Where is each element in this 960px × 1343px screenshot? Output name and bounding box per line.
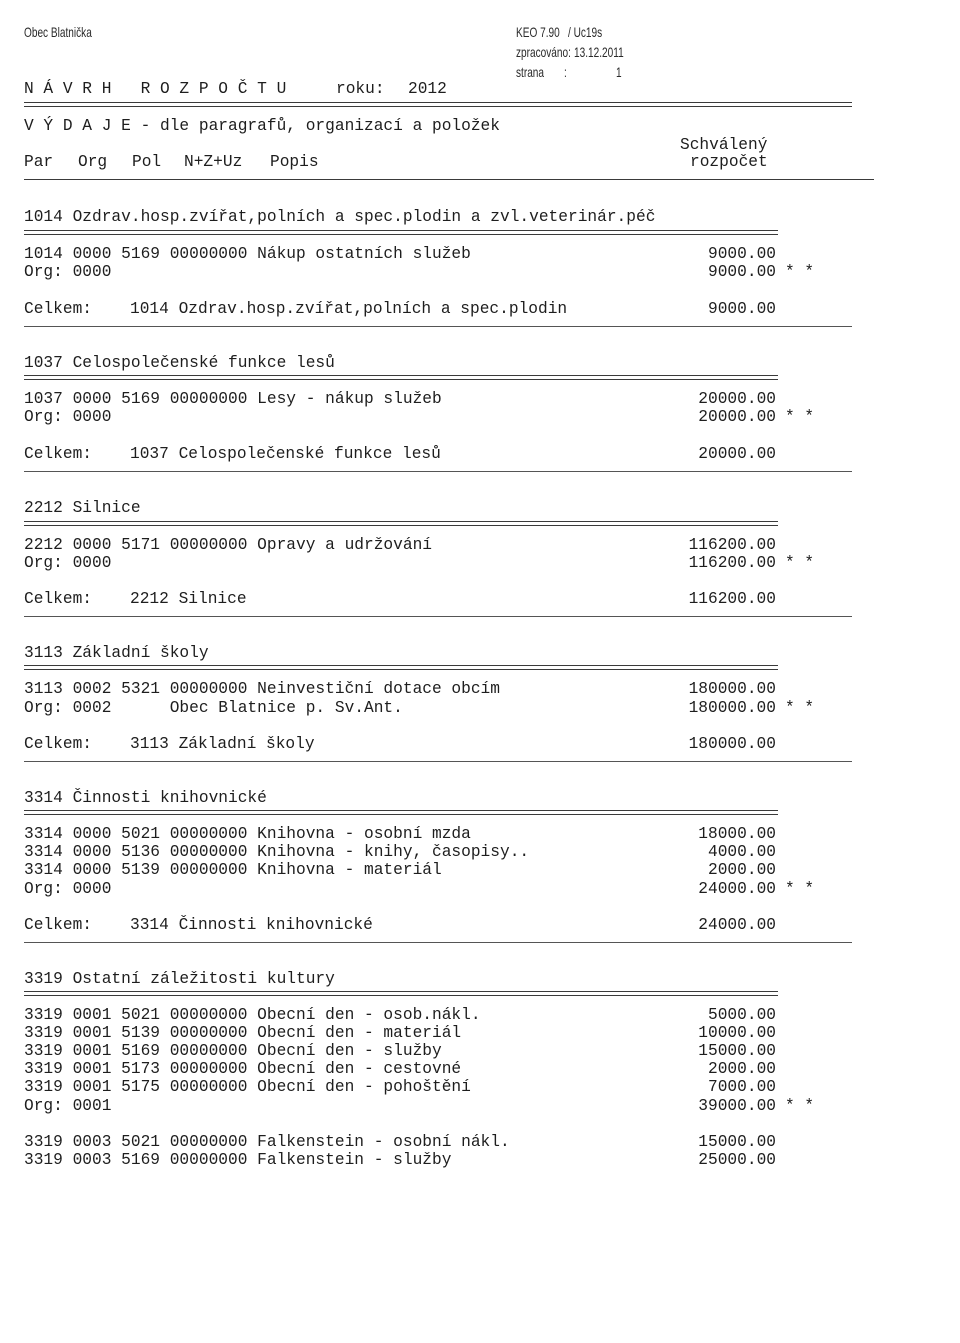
section-heading-rule	[24, 810, 778, 815]
subtotal-stars: * *	[785, 408, 815, 426]
org-subtotal-amount: 39000.00	[698, 1097, 776, 1115]
row-amount: 15000.00	[698, 1042, 776, 1060]
section-heading-rule	[24, 375, 778, 380]
subtotal-stars: * *	[785, 880, 815, 898]
org-subtotal-amount: 24000.00	[698, 880, 776, 898]
column-header-nzuz: N+Z+Uz	[184, 153, 243, 171]
subtotal-stars: * *	[785, 699, 815, 717]
budget-row: 2212 0000 5171 00000000 Opravy a udržování	[24, 536, 432, 554]
section-heading: 2212 Silnice	[24, 499, 141, 517]
approved-header-2: rozpočet	[690, 153, 768, 171]
report-subtitle: V Ý D A J E - dle paragrafů, organizací a položek	[24, 117, 500, 135]
org-subtotal-row: Org: 0000	[24, 408, 112, 426]
row-amount: 180000.00	[688, 680, 776, 698]
section-total-label: Celkem:	[24, 916, 92, 934]
row-amount: 116200.00	[688, 536, 776, 554]
row-amount: 9000.00	[708, 245, 776, 263]
budget-row: 1014 0000 5169 00000000 Nákup ostatních služeb	[24, 245, 471, 263]
section-end-rule	[24, 616, 852, 617]
budget-row: 3314 0000 5021 00000000 Knihovna - osobní mzda	[24, 825, 471, 843]
budget-row: 3319 0003 5021 00000000 Falkenstein - osobní nákl.	[24, 1133, 510, 1151]
subtotal-stars: * *	[785, 1097, 815, 1115]
processed-label: zpracováno:	[516, 44, 571, 60]
section-end-rule	[24, 761, 852, 762]
org-subtotal-row: Org: 0000	[24, 880, 112, 898]
section-total-label: Celkem:	[24, 735, 92, 753]
section-total-label: Celkem:	[24, 445, 92, 463]
section-heading: 3113 Základní školy	[24, 644, 209, 662]
section-total-amount: 24000.00	[698, 916, 776, 934]
budget-row: 1037 0000 5169 00000000 Lesy - nákup služeb	[24, 390, 442, 408]
budget-row: 3319 0003 5169 00000000 Falkenstein - služby	[24, 1151, 452, 1169]
org-name-text: Obec Blatnička	[24, 24, 92, 40]
section-end-rule	[24, 471, 852, 472]
row-amount: 10000.00	[698, 1024, 776, 1042]
row-amount: 2000.00	[708, 1060, 776, 1078]
org-subtotal-row: Org: 0001	[24, 1097, 112, 1115]
row-amount: 5000.00	[708, 1006, 776, 1024]
org-name	[24, 24, 118, 42]
subtotal-stars: * *	[785, 263, 815, 281]
column-header-par: Par	[24, 153, 54, 171]
column-header-pol: Pol	[132, 153, 162, 171]
section-total-amount: 9000.00	[708, 300, 776, 318]
budget-row: 3319 0001 5173 00000000 Obecní den - cestovné	[24, 1060, 462, 1078]
org-subtotal-amount: 20000.00	[698, 408, 776, 426]
approved-header-1: Schválený	[680, 136, 768, 154]
section-heading-rule	[24, 665, 778, 670]
org-subtotal-amount: 116200.00	[688, 554, 776, 572]
org-subtotal-amount: 9000.00	[708, 263, 776, 281]
subtotal-stars: * *	[785, 554, 815, 572]
budget-row: 3314 0000 5139 00000000 Knihovna - materiál	[24, 861, 442, 879]
budget-row: 3319 0001 5021 00000000 Obecní den - osob.nákl.	[24, 1006, 481, 1024]
section-heading: 1014 Ozdrav.hosp.zvířat,polních a spec.plodin a zvl.veterinár.péč	[24, 208, 656, 226]
budget-year: 2012	[408, 80, 447, 98]
org-subtotal-row: Org: 0002 Obec Blatnice p. Sv.Ant.	[24, 699, 403, 717]
column-header-org: Org	[78, 153, 108, 171]
report-title-text: N Á V R H R O Z P O Č T U	[24, 80, 287, 98]
row-amount: 4000.00	[708, 843, 776, 861]
org-subtotal-amount: 180000.00	[688, 699, 776, 717]
section-total-label: Celkem:	[24, 590, 92, 608]
budget-row: 3113 0002 5321 00000000 Neinvestiční dotace obcím	[24, 680, 500, 698]
section-heading: 3314 Činnosti knihovnické	[24, 789, 267, 807]
row-amount: 2000.00	[708, 861, 776, 879]
section-total-name: 2212 Silnice	[130, 590, 247, 608]
section-total-name: 3113 Základní školy	[130, 735, 315, 753]
section-total-amount: 116200.00	[688, 590, 776, 608]
row-amount: 7000.00	[708, 1078, 776, 1096]
budget-row: 3319 0001 5169 00000000 Obecní den - služby	[24, 1042, 442, 1060]
section-total-label: Celkem:	[24, 300, 92, 318]
section-total-name: 1037 Celospolečenské funkce lesů	[130, 445, 441, 463]
section-total-name: 1014 Ozdrav.hosp.zvířat,polních a spec.plodin	[130, 300, 568, 318]
row-amount: 15000.00	[698, 1133, 776, 1151]
report-code: / Uc19s	[568, 24, 603, 40]
page-number: 1	[616, 64, 622, 80]
section-heading: 1037 Celospolečenské funkce lesů	[24, 354, 335, 372]
row-amount: 20000.00	[698, 390, 776, 408]
section-heading: 3319 Ostatní záležitosti kultury	[24, 970, 335, 988]
budget-row: 3319 0001 5175 00000000 Obecní den - pohoštění	[24, 1078, 471, 1096]
budget-row: 3319 0001 5139 00000000 Obecní den - materiál	[24, 1024, 462, 1042]
header-rule	[24, 102, 852, 107]
section-end-rule	[24, 942, 852, 943]
page-info	[516, 64, 622, 82]
report-title	[24, 80, 447, 98]
section-heading-rule	[24, 230, 778, 235]
column-header-popis: Popis	[270, 153, 319, 171]
column-header-rule	[24, 179, 874, 180]
row-amount: 18000.00	[698, 825, 776, 843]
processed-date: 13.12.2011	[574, 44, 624, 60]
keo-version: KEO 7.90	[516, 24, 560, 40]
page-label: strana	[516, 64, 545, 80]
year-label: roku:	[336, 80, 385, 98]
section-heading-rule	[24, 991, 778, 996]
section-end-rule	[24, 326, 852, 327]
section-total-amount: 180000.00	[688, 735, 776, 753]
processed-info	[516, 44, 624, 62]
row-amount: 25000.00	[698, 1151, 776, 1169]
org-subtotal-row: Org: 0000	[24, 263, 112, 281]
budget-row: 3314 0000 5136 00000000 Knihovna - knihy, časopisy..	[24, 843, 530, 861]
section-heading-rule	[24, 521, 778, 526]
org-subtotal-row: Org: 0000	[24, 554, 112, 572]
page-separator: :	[564, 64, 567, 80]
section-total-amount: 20000.00	[698, 445, 776, 463]
section-total-name: 3314 Činnosti knihovnické	[130, 916, 373, 934]
keo-info	[516, 24, 603, 42]
